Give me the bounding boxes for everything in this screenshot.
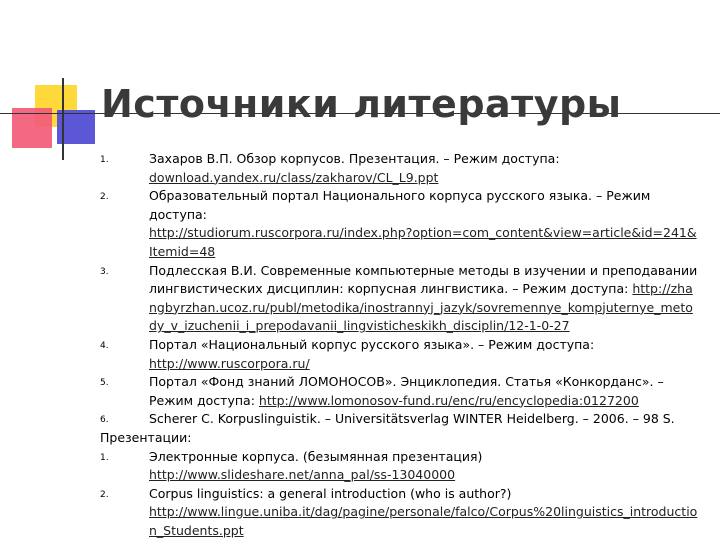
list-item [100, 187, 700, 261]
item-number: 2. [100, 192, 109, 203]
slide-title: Источники литературы [101, 82, 622, 126]
list-item [100, 262, 700, 336]
item-number: 6. [100, 415, 109, 426]
reference-list [100, 150, 700, 540]
decor-pink-square [12, 108, 52, 148]
item-number: 3. [100, 266, 109, 277]
list-item [100, 373, 700, 410]
list-item [100, 336, 700, 373]
item-link[interactable]: download.yandex.ru/class/zakharov/CL_L9.ppt [149, 169, 439, 185]
item-link[interactable]: http://www.ruscorpora.ru/ [149, 355, 310, 371]
item-text: Образовательный портал Национального корпуса русского языка. – Режим доступа: [149, 188, 651, 222]
item-number: 1. [100, 452, 109, 463]
item-link[interactable]: http://www.lomonosov-fund.ru/enc/ru/encyclopedia:0127200 [258, 392, 639, 408]
list-item [100, 448, 700, 485]
decor-vertical-line [62, 78, 64, 160]
list-item [100, 485, 700, 540]
item-link[interactable]: http://www.lingue.uniba.it/dag/pagine/personale/falco/Corpus%20linguistics_introduction_Students.ppt [149, 504, 698, 538]
item-text: Corpus linguistics: a general introduction (who is author?) [149, 485, 512, 501]
item-number: 2. [100, 489, 109, 500]
item-text: Портал «Фонд знаний ЛОМОНОСОВ». Энциклопедия. Статья «Конкорданс». – Режим доступа: [149, 374, 664, 408]
item-text: Портал «Национальный корпус русского языка». – Режим доступа: [149, 336, 595, 352]
item-text: Электронные корпуса. (безымянная презентация) [149, 448, 483, 464]
item-link[interactable]: http://www.slideshare.net/anna_pal/ss-13040000 [149, 467, 456, 483]
item-link[interactable]: http://zhangbyrzhan.ucoz.ru/publ/metodika/inostrannyj_jazyk/sovremennye_kompjuternye_metody_v_izuchenii_i_prepodavanii_lingvisticheskikh_disciplin/12-1-0-27 [149, 281, 693, 334]
item-number: 4. [100, 340, 109, 351]
item-text: Подлесская В.И. Современные компьютерные методы в изучении и преподавании лингвистических дисциплин: корпусная лингвистика. – Режим доступа: [149, 262, 698, 297]
item-number: 5. [100, 378, 109, 389]
item-number: 1. [100, 155, 109, 165]
list-item [100, 150, 700, 187]
item-link[interactable]: http://studiorum.ruscorpora.ru/index.php?option=com_content&view=article&id=241&Itemid=48 [149, 225, 697, 259]
item-text: Захаров В.П. Обзор корпусов. Презентация. – Режим доступа: [149, 151, 560, 166]
presentations-heading: Презентации: [100, 429, 192, 445]
item-text: Scherer C. Korpuslinguistik. – Universitätsverlag WINTER Heidelberg. – 2006. – 98 S. [149, 411, 675, 427]
list-item [100, 410, 700, 429]
